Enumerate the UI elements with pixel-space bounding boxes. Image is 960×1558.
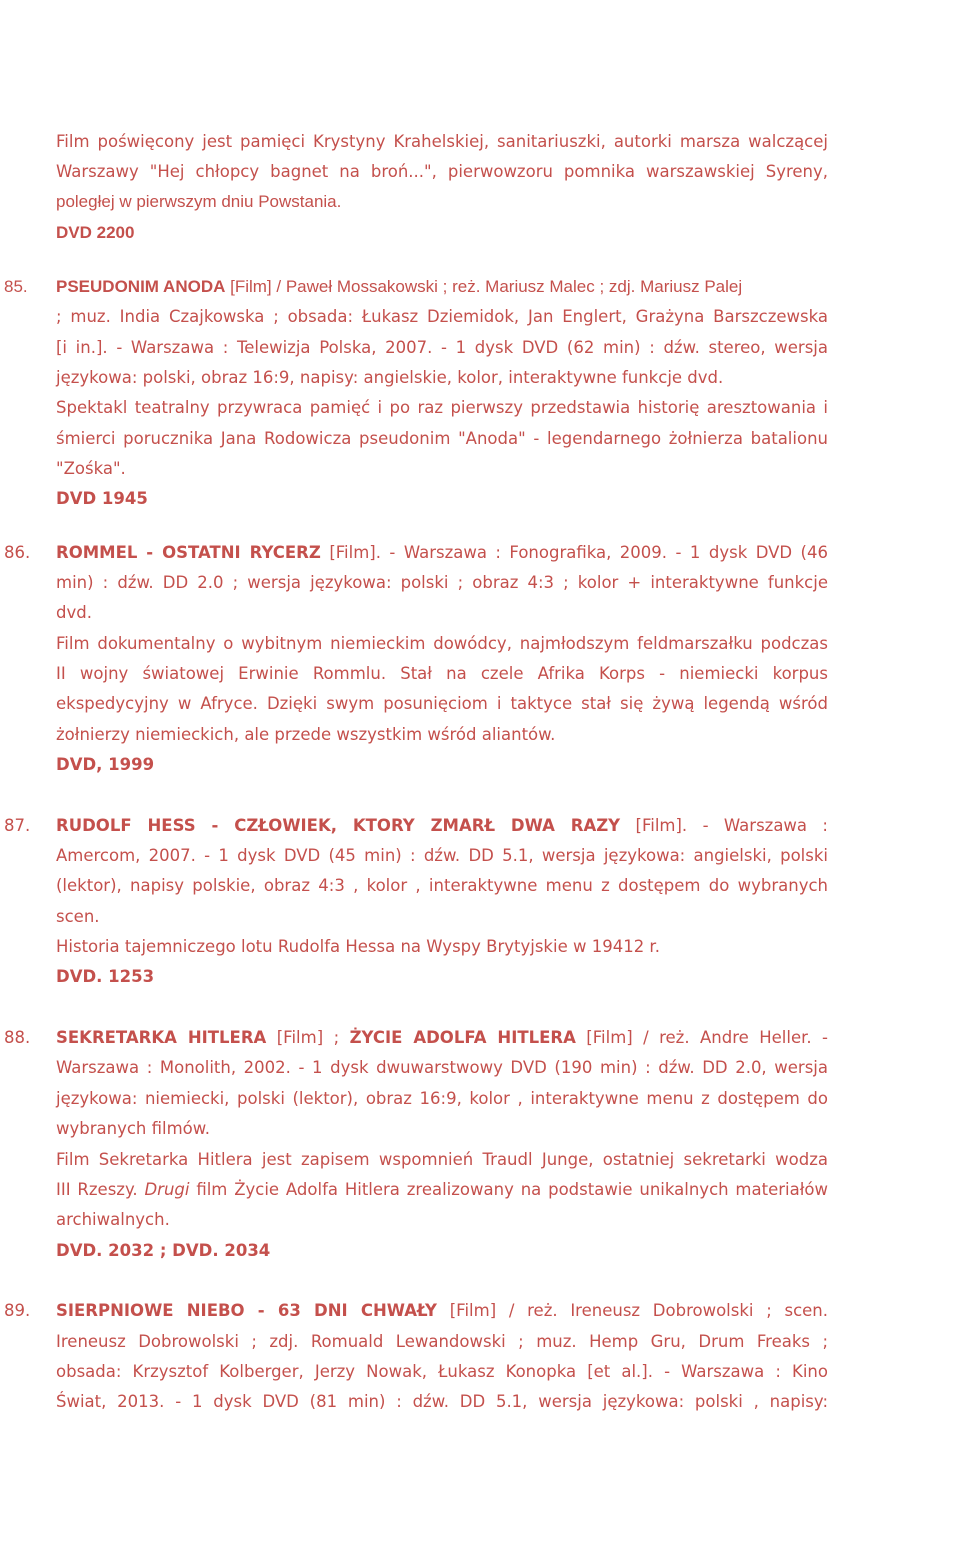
intro-line-2: Warszawy "Hej chłopcy bagnet na broń...", pierwowzoru pomnika warszawskiej Syreny, bbox=[56, 162, 828, 181]
intro-dvd-number: DVD 2200 bbox=[56, 223, 135, 242]
entry-86-line-6: ekspedycyjny w Afryce. Dzięki swym posunięciom i taktyce stał się żywą legendą wśród bbox=[56, 694, 828, 713]
entry-88-title-2: ŻYCIE ADOLFA HITLERA bbox=[349, 1028, 576, 1047]
entry-89-title: SIERPNIOWE NIEBO - 63 DNI CHWAŁY bbox=[56, 1301, 438, 1320]
entry-88-line-5: Film Sekretarka Hitlera jest zapisem wspomnień Traudl Junge, ostatniej sekretarki wodza bbox=[56, 1150, 828, 1169]
entry-87-line-1-rest: [Film]. - Warszawa : bbox=[620, 816, 828, 835]
entry-88-line-2: Warszawa : Monolith, 2002. - 1 dysk dwuwarstwowy DVD (190 min) : dźw. DD 2.0, wersja bbox=[56, 1058, 828, 1077]
entry-87-line-4: scen. bbox=[56, 907, 100, 926]
entry-88-line-6-a: III Rzeszy. bbox=[56, 1180, 145, 1199]
entry-85-line-5: Spektakl teatralny przywraca pamięć i po raz pierwszy przedstawia historię aresztowania i bbox=[56, 398, 828, 417]
entry-86-line-1-rest: [Film]. - Warszawa : Fonografika, 2009. - 1 dysk DVD (46 bbox=[320, 543, 828, 562]
entry-86-line-1 bbox=[56, 542, 828, 564]
entry-88-dvd-number: DVD. 2032 ; DVD. 2034 bbox=[56, 1241, 271, 1260]
entry-85-title: PSEUDONIM ANODA bbox=[56, 277, 226, 296]
entry-88-line-6-italic: Drugi bbox=[144, 1180, 190, 1199]
entry-85-number: 85. bbox=[4, 277, 28, 296]
entry-87-line-5: Historia tajemniczego lotu Rudolfa Hessa na Wyspy Brytyjskie w 19412 r. bbox=[56, 937, 660, 956]
entry-87-title: RUDOLF HESS - CZŁOWIEK, KTORY ZMARŁ DWA RAZY bbox=[56, 816, 621, 835]
entry-89-line-2: Ireneusz Dobrowolski ; zdj. Romuald Lewandowski ; muz. Hemp Gru, Drum Freaks ; bbox=[56, 1332, 828, 1351]
entry-87-line-2: Amercom, 2007. - 1 dysk DVD (45 min) : dźw. DD 5.1, wersja językowa: angielski, polski bbox=[56, 846, 828, 865]
entry-86-dvd-number: DVD, 1999 bbox=[56, 755, 155, 774]
entry-87-line-3: (lektor), napisy polskie, obraz 4:3 , kolor , interaktywne menu z dostępem do wybranych bbox=[56, 876, 828, 895]
entry-85-line-1 bbox=[56, 276, 828, 298]
entry-86-line-4: Film dokumentalny o wybitnym niemieckim dowódcy, najmłodszym feldmarszałku podczas bbox=[56, 634, 828, 653]
entry-88-line-7: archiwalnych. bbox=[56, 1210, 170, 1229]
entry-85-line-4: językowa: polski, obraz 16:9, napisy: angielskie, kolor, interaktywne funkcje dvd. bbox=[56, 368, 724, 387]
entry-87-number: 87. bbox=[4, 816, 31, 835]
entry-88-line-1 bbox=[56, 1027, 828, 1049]
entry-89-line-3: obsada: Krzysztof Kolberger, Jerzy Nowak, Łukasz Konopka [et al.]. - Warszawa : Kino bbox=[56, 1362, 828, 1381]
entry-85-line-1-rest: [Film] / Paweł Mossakowski ; reż. Mariusz Malec ; zdj. Mariusz Palej bbox=[225, 277, 743, 296]
entry-85-line-3: [i in.]. - Warszawa : Telewizja Polska, 2007. - 1 dysk DVD (62 min) : dźw. stereo, wersja bbox=[56, 338, 828, 357]
entry-88-line-6-b: film Życie Adolfa Hitlera zrealizowany na podstawie unikalnych materiałów bbox=[189, 1180, 828, 1199]
entry-88-title: SEKRETARKA HITLERA bbox=[56, 1028, 267, 1047]
intro-line-1: Film poświęcony jest pamięci Krystyny Krahelskiej, sanitariuszki, autorki marsza walczącej bbox=[56, 132, 828, 151]
entry-85-line-2: ; muz. India Czajkowska ; obsada: Łukasz Dziemidok, Jan Englert, Grażyna Barszczewska bbox=[56, 307, 828, 326]
entry-88-line-6 bbox=[56, 1179, 828, 1201]
entry-87-line-1 bbox=[56, 815, 828, 837]
entry-86-number: 86. bbox=[4, 543, 31, 562]
entry-85-dvd-number: DVD 1945 bbox=[56, 489, 148, 508]
entry-87-dvd-number: DVD. 1253 bbox=[56, 967, 155, 986]
entry-89-line-4: Świat, 2013. - 1 dysk DVD (81 min) : dźw. DD 5.1, wersja językowa: polski , napisy: bbox=[56, 1392, 828, 1411]
entry-88-line-1-mid: [Film] ; bbox=[266, 1028, 350, 1047]
entry-86-title: ROMMEL - OSTATNI RYCERZ bbox=[56, 543, 321, 562]
intro-line-3: poległej w pierwszym dniu Powstania. bbox=[56, 192, 342, 211]
entry-89-line-1 bbox=[56, 1300, 828, 1322]
entry-89-number: 89. bbox=[4, 1301, 31, 1320]
entry-85-line-7: "Zośka". bbox=[56, 459, 126, 478]
entry-86-line-7: żołnierzy niemieckich, ale przede wszystkim wśród aliantów. bbox=[56, 725, 556, 744]
entry-88-number: 88. bbox=[4, 1028, 31, 1047]
entry-88-line-3: językowa: niemiecki, polski (lektor), obraz 16:9, kolor , interaktywne menu z dostępem do bbox=[56, 1089, 828, 1108]
entry-86-line-2: min) : dźw. DD 2.0 ; wersja językowa: polski ; obraz 4:3 ; kolor + interaktywne funkcje bbox=[56, 573, 828, 592]
entry-86-line-5: II wojny światowej Erwinie Rommlu. Stał na czele Afrika Korps - niemiecki korpus bbox=[56, 664, 828, 683]
entry-88-line-4: wybranych filmów. bbox=[56, 1119, 210, 1138]
entry-89-line-1-rest: [Film] / reż. Ireneusz Dobrowolski ; scen. bbox=[437, 1301, 829, 1320]
entry-85-line-6: śmierci porucznika Jana Rodowicza pseudonim "Anoda" - legendarnego żołnierza batalionu bbox=[56, 429, 828, 448]
entry-88-line-1-rest: [Film] / reż. Andre Heller. - bbox=[575, 1028, 828, 1047]
entry-86-line-3: dvd. bbox=[56, 603, 92, 622]
